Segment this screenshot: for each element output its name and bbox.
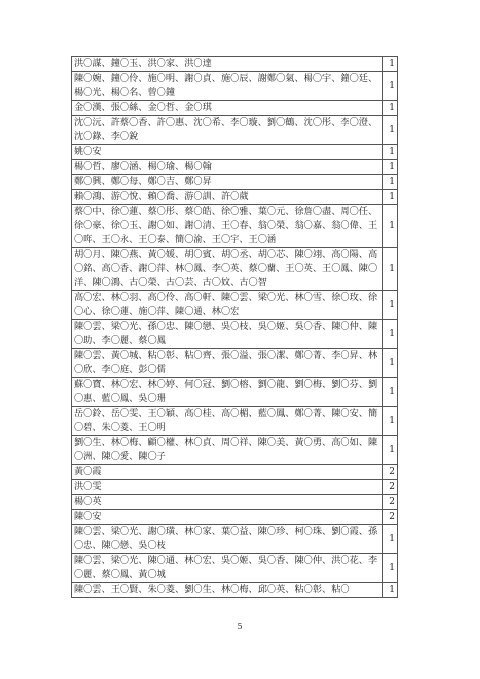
names-cell: 陳〇安	[72, 510, 383, 525]
names-cell: 蘇〇寶、林〇宏、林〇婷、何〇冠、劉〇榕、劉〇龍、劉〇梅、劉〇芬、劉〇惠、藍〇鳳、吳〇珊	[72, 378, 383, 407]
names-cell: 金〇漢、張〇絲、金〇哲、金〇琪	[72, 101, 383, 116]
table-row	[72, 175, 398, 190]
names-cell: 陳〇雲、梁〇光、謝〇璜、林〇家、葉〇益、陳〇珍、柯〇珠、劉〇霞、孫〇忠、陳〇戀、吳〇枝	[72, 525, 383, 554]
table-row	[72, 480, 398, 495]
names-cell: 姚〇安	[72, 145, 383, 160]
table-row	[72, 554, 398, 583]
count-cell: 1	[383, 190, 398, 205]
table-row	[72, 436, 398, 465]
table-row	[72, 248, 398, 291]
count-cell: 1	[383, 116, 398, 145]
count-cell: 1	[383, 320, 398, 349]
count-cell: 1	[383, 175, 398, 190]
table-row	[72, 465, 398, 480]
count-cell: 1	[383, 145, 398, 160]
table-row	[72, 190, 398, 205]
count-cell: 1	[383, 378, 398, 407]
count-cell: 1	[383, 160, 398, 175]
table-row	[72, 205, 398, 248]
count-cell: 1	[383, 436, 398, 465]
page-number: 5	[237, 622, 243, 631]
count-cell: 2	[383, 465, 398, 480]
count-cell: 1	[383, 583, 398, 598]
count-cell: 2	[383, 495, 398, 510]
count-cell: 2	[383, 480, 398, 495]
names-cell: 高〇宏、林〇羽、高〇伶、高〇軒、陳〇雲、梁〇光、林〇雪、徐〇玫、徐〇心、徐〇蓮、施〇萍、陳〇通、林〇宏	[72, 291, 383, 320]
table-row	[72, 145, 398, 160]
names-cell: 楊〇哲、廖〇涵、楊〇瑜、楊〇翰	[72, 160, 383, 175]
names-cell: 楊〇英	[72, 495, 383, 510]
names-cell: 洪〇雯	[72, 480, 383, 495]
names-cell: 賴〇鴻、游〇悅、賴〇喬、游〇訓、許〇葳	[72, 190, 383, 205]
count-cell: 1	[383, 101, 398, 116]
names-cell: 胡〇月、陳〇燕、黃〇媛、胡〇賓、胡〇丞、胡〇芯、陳〇翊、高〇陽、高〇銘、高〇香、謝〇萍、林〇鳳、李〇英、蔡〇蘭、王〇英、王〇鳳、陳〇洋、陳〇鴻、古〇榮、古〇芸、古〇妏、古〇智	[72, 248, 383, 291]
count-cell: 2	[383, 510, 398, 525]
names-cell: 陳〇雲、王〇賢、朱〇菱、劉〇生、林〇梅、邱〇英、粘〇彰、粘〇	[72, 583, 383, 598]
table-row	[72, 72, 398, 101]
count-cell: 1	[383, 291, 398, 320]
names-cell: 陳〇雲、黃〇城、粘〇彰、粘〇齊、張〇溢、張〇潔、鄭〇菁、李〇昇、林〇欣、李〇庭、彭〇儒	[72, 349, 383, 378]
count-cell: 1	[383, 407, 398, 436]
names-cell: 沈〇沅、許蔡〇香、許〇惠、沈〇希、李〇璇、劉〇鶴、沈〇彤、李〇澄、沈〇錄、李〇銳	[72, 116, 383, 145]
count-cell: 1	[383, 205, 398, 248]
count-cell: 1	[383, 525, 398, 554]
table-row	[72, 320, 398, 349]
table-row	[72, 583, 398, 598]
table-row	[72, 378, 398, 407]
names-cell: 陳〇雲、梁〇光、陳〇通、林〇宏、吳〇姬、吳〇香、陳〇仲、洪〇花、李〇麗、蔡〇鳳、黃〇城	[72, 554, 383, 583]
count-cell: 1	[383, 554, 398, 583]
count-cell: 1	[383, 57, 398, 72]
table-row	[72, 510, 398, 525]
table-row	[72, 525, 398, 554]
names-cell: 陳〇婉、鐘〇伶、施〇明、謝〇貞、施〇辰、謝鄭〇氣、楊〇宇、鐘〇廷、楊〇光、楊〇名、曾〇鐘	[72, 72, 383, 101]
names-cell: 陳〇雲、梁〇光、孫〇忠、陳〇戀、吳〇枝、吳〇姬、吳〇香、陳〇仲、陳〇助、李〇麗、蔡〇鳳	[72, 320, 383, 349]
table-row	[72, 349, 398, 378]
count-cell: 1	[383, 72, 398, 101]
table-row	[72, 160, 398, 175]
names-cell: 洪〇謀、鐘〇玉、洪〇家、洪〇達	[72, 57, 383, 72]
table-row	[72, 407, 398, 436]
names-cell: 蔡〇中、徐〇蓮、蔡〇彤、蔡〇皓、徐〇雅、葉〇元、徐詹〇盡、周〇任、徐〇豪、徐〇玉、謝〇如、謝〇清、王〇春、翁〇榮、翁〇嘉、翁〇偉、王〇哖、王〇永、王〇泰、簡〇渝、王〇宇、王〇涵	[72, 205, 383, 248]
table-row	[72, 57, 398, 72]
table-row	[72, 116, 398, 145]
names-table-body	[72, 57, 398, 598]
names-cell: 鄭〇興、鄭〇每、鄭〇吉、鄭〇昇	[72, 175, 383, 190]
names-cell: 岳〇鈴、岳〇雯、王〇穎、高〇桂、高〇楣、藍〇鳳、鄭〇菁、陳〇安、簡〇碧、朱〇菱、王〇明	[72, 407, 383, 436]
count-cell: 1	[383, 248, 398, 291]
names-cell: 劉〇生、林〇梅、顧〇權、林〇貞、周〇祥、陳〇美、黃〇勇、高〇如、陳〇洲、陳〇愛、陳〇子	[72, 436, 383, 465]
names-cell: 黃〇霞	[72, 465, 383, 480]
names-table	[71, 56, 398, 598]
table-row	[72, 495, 398, 510]
table-row	[72, 291, 398, 320]
count-cell: 1	[383, 349, 398, 378]
table-row	[72, 101, 398, 116]
